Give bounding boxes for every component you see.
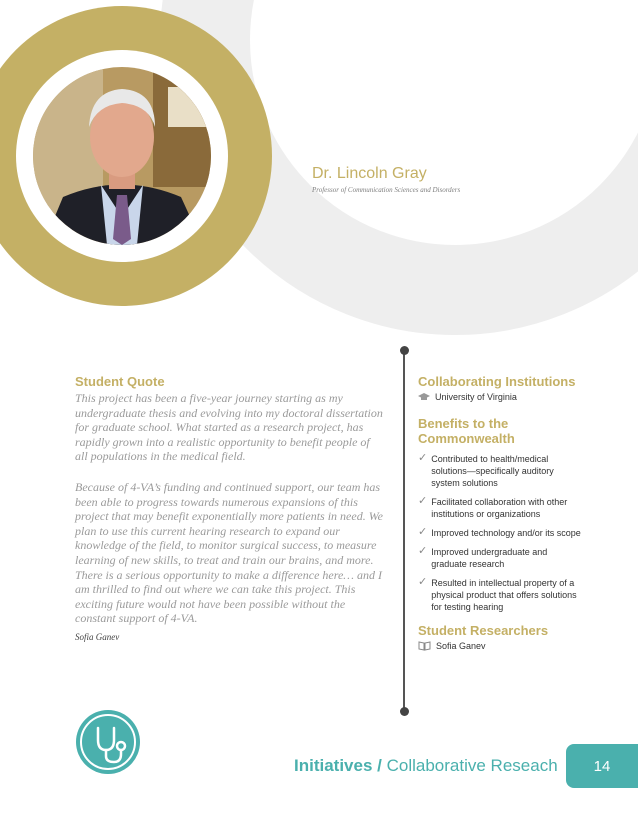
- quote-paragraph-2: Because of 4-VA’s funding and continued support, our team has been able to progress towards numerous expansions of this project that may benefit exponentially more patients in need. We plan to use this current hearing research to expand our knowledge of the field, to monitor surgical success, to measure learning of new skills, to treat and train our brains, and more. There is a serious opportunity to make a difference here… and I am thrilled to find out where we can take this project. This exciting future would not have been possible without the constant support of 4-VA.: [75, 479, 383, 626]
- quote-author: Sofia Ganev: [75, 631, 120, 642]
- column-divider: [403, 350, 405, 712]
- benefit-item: [418, 453, 608, 489]
- info-sidebar: [418, 374, 608, 651]
- benefit-item: [418, 496, 608, 520]
- book-icon: [418, 641, 431, 651]
- researchers-heading: Student Researchers: [418, 623, 549, 638]
- benefits-heading-line-1: Benefits to the: [418, 416, 509, 431]
- student-quote-section: [75, 374, 385, 642]
- checkmark-icon: ✓: [418, 545, 428, 557]
- collaborating-heading: Collaborating Institutions: [418, 374, 576, 389]
- checkmark-icon: ✓: [418, 452, 428, 464]
- benefits-heading-line-2: Commonwealth: [418, 431, 515, 446]
- portrait-photo: [33, 67, 211, 245]
- footer-section-light: Collaborative Reseach: [386, 756, 558, 775]
- footer-section-bold: Initiatives /: [294, 756, 382, 775]
- benefit-line: graduate research: [431, 559, 505, 569]
- benefit-line: institutions or organizations: [431, 509, 541, 519]
- benefit-item: [418, 527, 608, 539]
- student-quote-heading: Student Quote: [75, 374, 165, 389]
- institution-item: [418, 392, 608, 402]
- divider-bottom-dot: [400, 707, 409, 716]
- benefit-line: for testing hearing: [431, 602, 504, 612]
- person-name: Dr. Lincoln Gray: [312, 165, 427, 182]
- footer-section-title: [294, 756, 558, 776]
- benefits-section: [418, 416, 608, 613]
- benefit-line: Resulted in intellectual property of a: [431, 578, 575, 588]
- benefit-item: [418, 546, 608, 570]
- researcher-name: Sofia Ganev: [436, 641, 486, 651]
- page-number: 14: [593, 757, 611, 775]
- stethoscope-icon: [76, 710, 140, 774]
- benefit-line: Facilitated collaboration with other: [431, 497, 568, 507]
- checkmark-icon: ✓: [418, 495, 428, 507]
- benefit-line: physical product that offers solutions: [431, 590, 577, 600]
- benefit-line: system solutions: [431, 478, 498, 488]
- section-badge: [76, 710, 140, 774]
- page-number-badge: [566, 744, 638, 788]
- researcher-item: [418, 641, 608, 651]
- benefits-heading: [418, 416, 608, 446]
- benefit-line: solutions—specifically auditory: [431, 466, 554, 476]
- researchers-section: [418, 623, 608, 651]
- graduation-cap-icon: [418, 393, 430, 401]
- institution-name: University of Virginia: [435, 392, 517, 402]
- quote-paragraph-1: This project has been a five-year journey starting as my undergraduate thesis and evolving into my doctoral dissertation for graduate school. What started as a research project, has rapidly grown into a realistic opportunity to benefit people of all populations in the medical field.: [75, 391, 383, 464]
- benefit-line: Improved technology and/or its scope: [431, 528, 581, 538]
- benefit-item: [418, 577, 608, 613]
- checkmark-icon: ✓: [418, 526, 428, 538]
- checkmark-icon: ✓: [418, 576, 428, 588]
- person-title: Professor of Communication Sciences and Disorders: [312, 186, 461, 194]
- divider-top-dot: [400, 346, 409, 355]
- benefit-line: Contributed to health/medical: [431, 454, 549, 464]
- benefit-line: Improved undergraduate and: [431, 547, 548, 557]
